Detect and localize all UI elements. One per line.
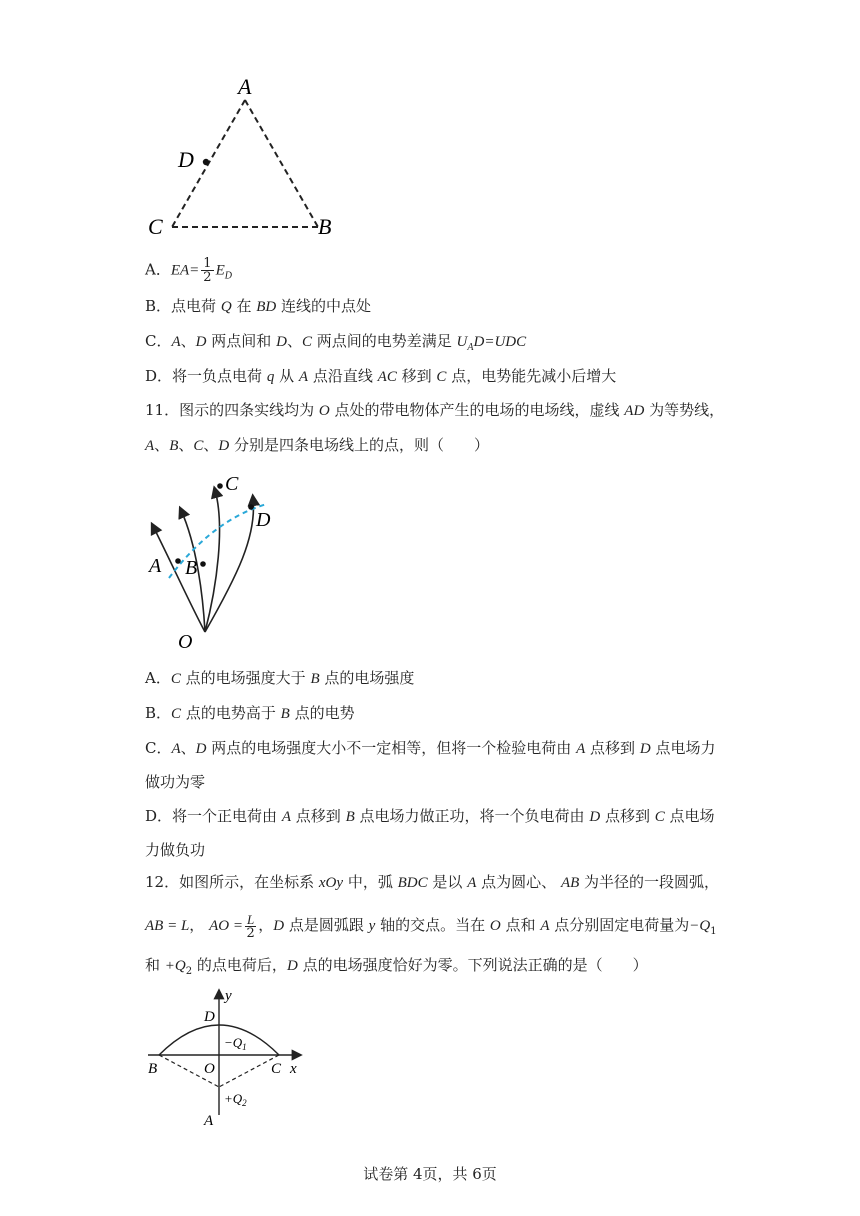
q11-option-a: A．C 点的电场强度大于 B 点的电场强度 — [145, 669, 415, 687]
point-d — [248, 504, 254, 510]
fraction: $\frac{1}{2}$ — [203, 256, 212, 285]
q11-option-c-line1: C．A、D 两点的电场强度大小不一定相等，但将一个检验电荷由 A 点移到 D 点电场力 — [145, 739, 716, 757]
point-b — [200, 561, 206, 567]
label-q1: $-Q_1$ — [224, 1035, 247, 1052]
segment-ca — [219, 1055, 279, 1087]
q12-stem-line3: 和 $+Q_2$ 的点电荷后，D 点的电场强度恰好为零。下列说法正确的是（ ） — [145, 956, 648, 977]
q12-stem-line1: 12．如图所示，在坐标系 xOy 中，弧 BDC 是以 A 点为圆心、 AB 为半径的一段圆弧， — [145, 873, 720, 891]
q11-option-d-line1: D．将一个正电荷由 A 点移到 B 点电场力做正功，将一个负电荷由 D 点移到 C 点电场 — [145, 807, 715, 825]
point-d — [203, 159, 209, 165]
side-ab — [245, 100, 318, 227]
field-lines-figure — [145, 466, 290, 656]
label-b: B — [318, 214, 332, 239]
label-c: C — [271, 1061, 282, 1077]
label-b: B — [148, 1061, 158, 1077]
label-c: C — [225, 473, 239, 495]
q11-stem-line1: 11．图示的四条实线均为 O 点处的带电物体产生的电场的电场线，虚线 AD 为等势线， — [145, 401, 725, 419]
label-x: x — [290, 1061, 297, 1077]
label-d: D — [204, 1009, 215, 1025]
label-d: D — [256, 509, 271, 531]
q11-stem-line2: A、B、C、D 分别是四条电场线上的点，则（ ） — [145, 436, 490, 454]
q12-stem-line2: AB = L， AO = $\frac{L}{2}$ ，D 点是圆弧跟 y 轴的交点。当在 O 点和 A 点分别固定电荷量为$-Q_1$ — [145, 911, 717, 941]
point-a — [175, 558, 181, 564]
q10-option-d: D．将一负点电荷 q 从 A 点沿直线 AC 移到 C 点，电势能先减小后增大 — [145, 367, 617, 385]
label-y: y — [225, 988, 232, 1004]
q10-option-a: A．EA= $\frac{1}{2}$ $E_D$ — [145, 256, 232, 285]
point-c — [217, 483, 223, 489]
label-b: B — [185, 557, 198, 579]
q11-option-d-line2: 力做负功 — [145, 841, 206, 859]
label-a: A — [204, 1113, 214, 1129]
field-line-a — [153, 526, 205, 632]
label-a: A — [238, 74, 252, 99]
page-footer: 试卷第 4页，共 6页 — [363, 1165, 497, 1183]
label-a: A — [149, 555, 162, 577]
label-d: D — [178, 147, 194, 172]
label-q2: $+Q_2$ — [224, 1091, 247, 1108]
q11-option-c-line2: 做功为零 — [145, 773, 206, 791]
triangle-figure — [140, 70, 350, 245]
coordinate-figure — [140, 985, 315, 1130]
fraction: $\frac{L}{2}$ — [246, 911, 255, 941]
label-o: O — [178, 631, 193, 653]
field-line-d — [205, 498, 254, 632]
q10-option-b: B．点电荷 Q 在 BD 连线的中点处 — [145, 297, 372, 315]
q10-option-c: C．A、D 两点间和 D、C 两点间的电势差满足 $U_AD=UDC$ — [145, 332, 527, 353]
label-o: O — [204, 1061, 215, 1077]
label-c: C — [148, 214, 163, 239]
q11-option-b: B．C 点的电势高于 B 点的电势 — [145, 704, 355, 722]
